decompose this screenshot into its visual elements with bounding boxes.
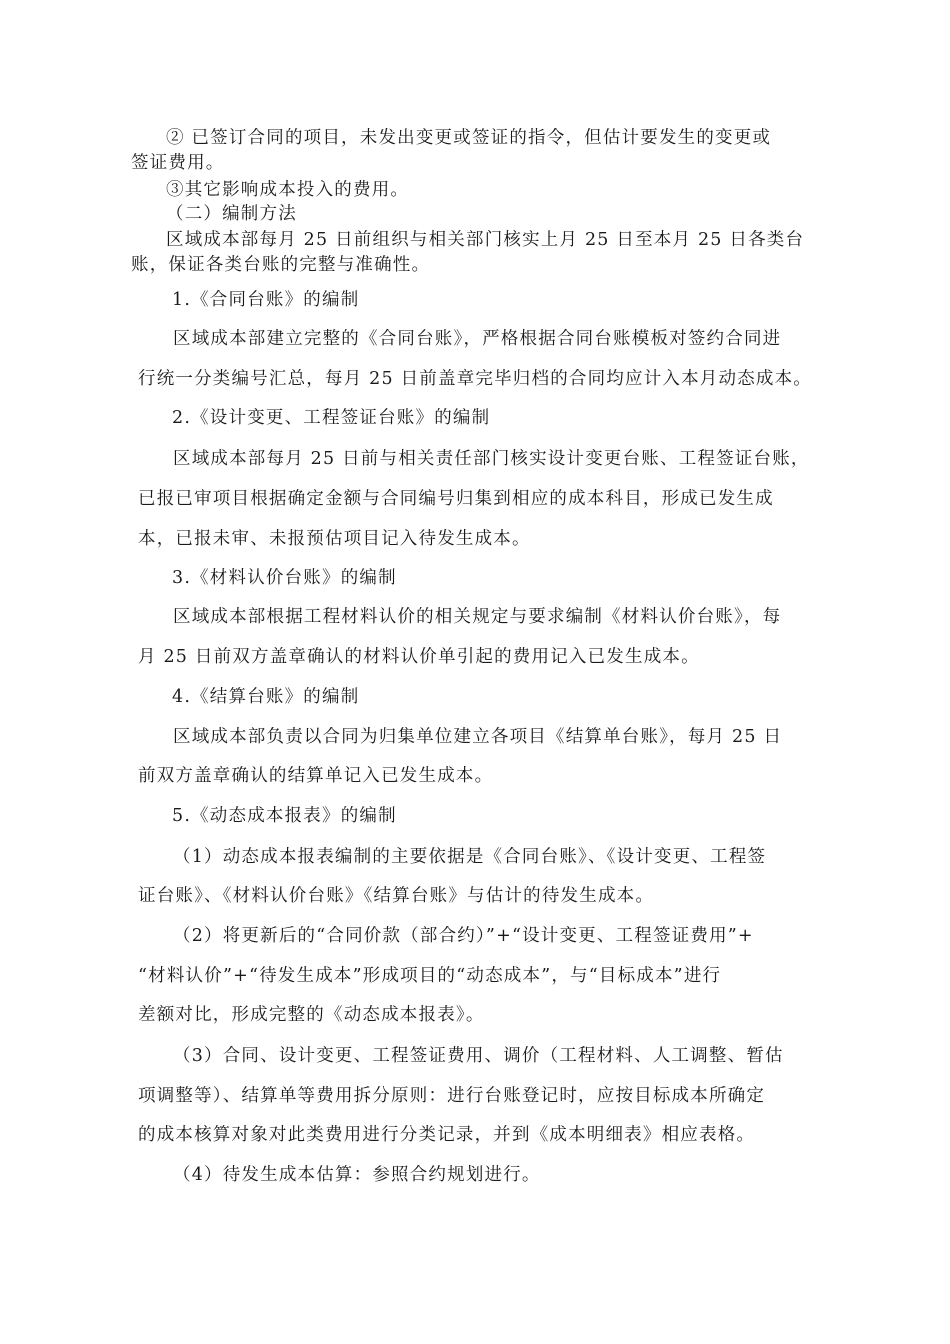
text-line: 前双方盖章确认的结算单记入已发生成本。 bbox=[138, 766, 494, 786]
text-line: （4）待发生成本估算：参照合约规划进行。 bbox=[173, 1165, 541, 1185]
text-line: 区域成本部建立完整的《合同台账》，严格根据合同台账模板对签约合同进 bbox=[173, 329, 782, 349]
text-line: （2）将更新后的“合同价款（部合约）”+“设计变更、工程签证费用”+ bbox=[173, 926, 754, 946]
text-line: 差额对比，形成完整的《动态成本报表》。 bbox=[138, 1005, 485, 1025]
subsection-heading: 4.《结算台账》的编制 bbox=[172, 687, 360, 707]
text-line: （1）动态成本报表编制的主要依据是《合同台账》、《设计变更、工程签 bbox=[173, 847, 767, 867]
text-line: ② 已签订合同的项目，未发出变更或签证的指令，但估计要发生的变更或 bbox=[166, 128, 772, 148]
text-line: 区域成本部每月 25 日前组织与相关部门核实上月 25 日至本月 25 日各类台 bbox=[166, 230, 805, 250]
text-line: 区域成本部每月 25 日前与相关责任部门核实设计变更台账、工程签证台账， bbox=[173, 449, 810, 469]
subsection-heading: 5.《动态成本报表》的编制 bbox=[172, 806, 397, 826]
text-line: 区域成本部根据工程材料认价的相关规定与要求编制《材料认价台账》，每 bbox=[173, 607, 782, 627]
text-line: 账，保证各类台账的完整与准确性。 bbox=[131, 255, 431, 275]
text-line: 区域成本部负责以合同为归集单位建立各项目《结算单台账》，每月 25 日 bbox=[173, 727, 783, 747]
text-line: 签证费用。 bbox=[131, 153, 225, 173]
text-line: 本，已报未审、未报预估项目记入待发生成本。 bbox=[138, 529, 531, 549]
text-line: （3）合同、设计变更、工程签证费用、调价（工程材料、人工调整、暂估 bbox=[173, 1046, 784, 1066]
text-line: 月 25 日前双方盖章确认的材料认价单引起的费用记入已发生成本。 bbox=[138, 647, 700, 667]
text-line: ③其它影响成本投入的费用。 bbox=[166, 180, 410, 200]
text-line: 的成本核算对象对此类费用进行分类记录，并到《成本明细表》相应表格。 bbox=[138, 1125, 756, 1145]
text-line: 证台账》、《材料认价台账》《结算台账》与估计的待发生成本。 bbox=[138, 886, 655, 906]
text-line: 项调整等）、结算单等费用拆分原则：进行台账登记时，应按目标成本所确定 bbox=[138, 1086, 766, 1106]
text-line: 行统一分类编号汇总，每月 25 日前盖章完毕归档的合同均应计入本月动态成本。 bbox=[138, 369, 812, 389]
subsection-heading: 1.《合同台账》的编制 bbox=[172, 290, 360, 310]
text-line: 已报已审项目根据确定金额与合同编号归集到相应的成本科目，形成已发生成 bbox=[138, 489, 774, 509]
subsection-heading: 2.《设计变更、工程签证台账》的编制 bbox=[172, 408, 491, 428]
subsection-heading: 3.《材料认价台账》的编制 bbox=[172, 568, 397, 588]
section-heading: （二）编制方法 bbox=[166, 204, 297, 224]
text-line: “材料认价”+“待发生成本”形成项目的“动态成本”，与“目标成本”进行 bbox=[138, 966, 722, 986]
